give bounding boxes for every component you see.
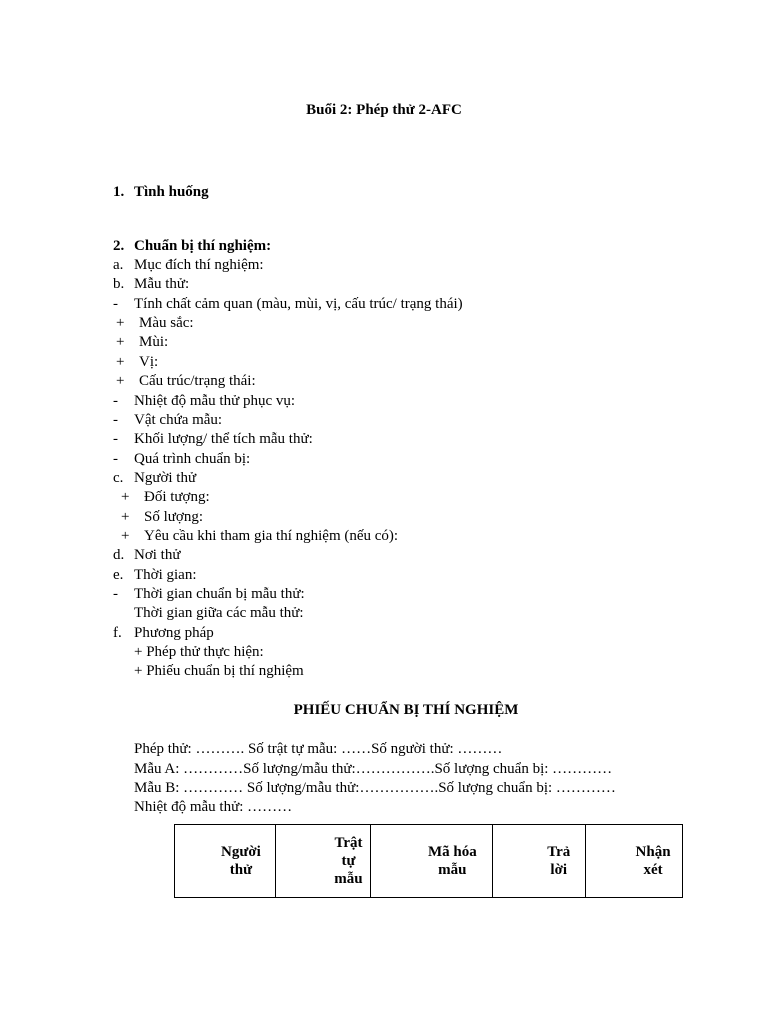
header-line: thử [229,862,253,878]
table-header-cell [175,825,276,898]
header-label [371,843,492,879]
list-item-plus [116,372,256,391]
section-1-heading [113,183,209,202]
list-item-c [113,469,196,488]
list-text: Cấu trúc/trạng thái: [139,373,256,389]
header-line: Nhận [635,844,671,860]
list-text: Tính chất cảm quan (màu, mùi, vị, cấu trúc/ trạng thái) [134,296,463,312]
preparation-table [174,824,683,898]
header-line: Trả [547,844,571,860]
header-line: mẫu [334,871,363,887]
list-text: Nhiệt độ mẫu thử phục vụ: [134,393,296,409]
section-2-text: Chuẩn bị thí nghiệm: [134,238,272,254]
list-text: Quá trình chuẩn bị: [134,451,251,467]
list-text: Vị: [139,354,159,370]
list-marker: f. [113,625,122,641]
section-1-text: Tình huống [134,184,209,200]
list-marker: - [113,412,118,428]
list-text: Mùi: [139,334,169,350]
list-marker: d. [113,547,125,563]
list-marker: b. [113,276,125,292]
list-marker: + [116,373,125,389]
list-marker: - [113,431,118,447]
list-item-plus [116,314,194,333]
list-text: + Phép thử thực hiện: [134,644,264,660]
header-line: mẫu [438,862,467,878]
header-label [493,843,584,879]
sheet-title: PHIẾU CHUẨN BỊ THÍ NGHIỆM [293,702,519,718]
list-item-e [113,566,197,585]
list-item-dash [113,430,313,449]
table-header-row [175,825,683,898]
list-marker: a. [113,257,124,273]
header-label [276,834,370,888]
list-item-plus [121,488,210,507]
list-text: Mẫu thử: [134,276,190,292]
list-text: Phương pháp [134,625,214,641]
list-marker: + [121,509,130,525]
list-text: Mục đích thí nghiệm: [134,257,264,273]
list-item-dash [113,392,295,411]
list-marker: - [113,296,118,312]
list-text: Nơi thử [134,547,181,563]
list-item-d [113,546,180,565]
list-item-method [134,662,304,681]
list-text: Thời gian chuẩn bị mẫu thử: [134,586,305,602]
list-item-continuation [113,604,304,623]
list-item-method [134,643,264,662]
list-item-dash [113,585,305,604]
list-text: Vật chứa mẫu: [134,412,223,428]
list-marker: - [113,451,118,467]
section-2-number: 2. [113,238,125,254]
list-text: Khối lượng/ thể tích mẫu thử: [134,431,313,447]
list-marker: + [116,334,125,350]
header-line: lời [550,862,568,878]
list-item-plus [121,527,398,546]
header-line: tự [341,853,356,869]
list-text: Số lượng: [144,509,203,525]
list-item-a [113,256,264,275]
sheet-line-temperature: Nhiệt độ mẫu thử: ……… [134,799,293,815]
list-marker: - [113,393,118,409]
list-text: Đối tượng: [144,489,210,505]
list-marker: + [121,489,130,505]
table-header-cell [370,825,492,898]
list-item-dash [113,450,250,469]
list-marker: e. [113,567,124,583]
list-text: Thời gian giữa các mẫu thử: [134,605,304,621]
list-marker: - [113,586,118,602]
header-label [175,843,275,879]
list-text: Yêu cầu khi tham gia thí nghiệm (nếu có): [144,528,399,544]
header-line: Trật [334,835,363,851]
list-item-plus [116,353,158,372]
sheet-line-test: Phép thử: ………. Số trật tự mẫu: ……Số người thử: ……… [134,741,503,757]
list-text: Thời gian: [134,567,197,583]
list-marker: c. [113,470,124,486]
list-marker: + [116,315,125,331]
list-item-f [113,624,214,643]
list-text: Người thử [134,470,197,486]
list-text: + Phiếu chuẩn bị thí nghiệm [134,663,304,679]
list-item-b [113,275,189,294]
header-line: Mã hóa [427,844,477,860]
list-item-dash [113,411,222,430]
list-marker: + [121,528,130,544]
header-label [586,843,682,879]
list-text: Màu sắc: [139,315,194,331]
sheet-line-sample-b: Mẫu B: ………… Số lượng/mẫu thử:…………….Số lượng chuẩn bị: ………… [134,780,616,796]
sheet-line-sample-a: Mẫu A: …………Số lượng/mẫu thử:…………….Số lượng chuẩn bị: ………… [134,761,613,777]
table-header-cell [276,825,371,898]
section-1-number: 1. [113,184,125,200]
list-item-dash [113,295,463,314]
table-header-cell [493,825,585,898]
list-item-plus [116,333,168,352]
list-item-plus [121,508,203,527]
section-2-heading [113,237,271,256]
table-header-cell [585,825,682,898]
header-line: Người [221,844,261,860]
list-marker: + [116,354,125,370]
header-line: xét [643,862,663,878]
document-title: Buổi 2: Phép thử 2-AFC [306,102,462,118]
